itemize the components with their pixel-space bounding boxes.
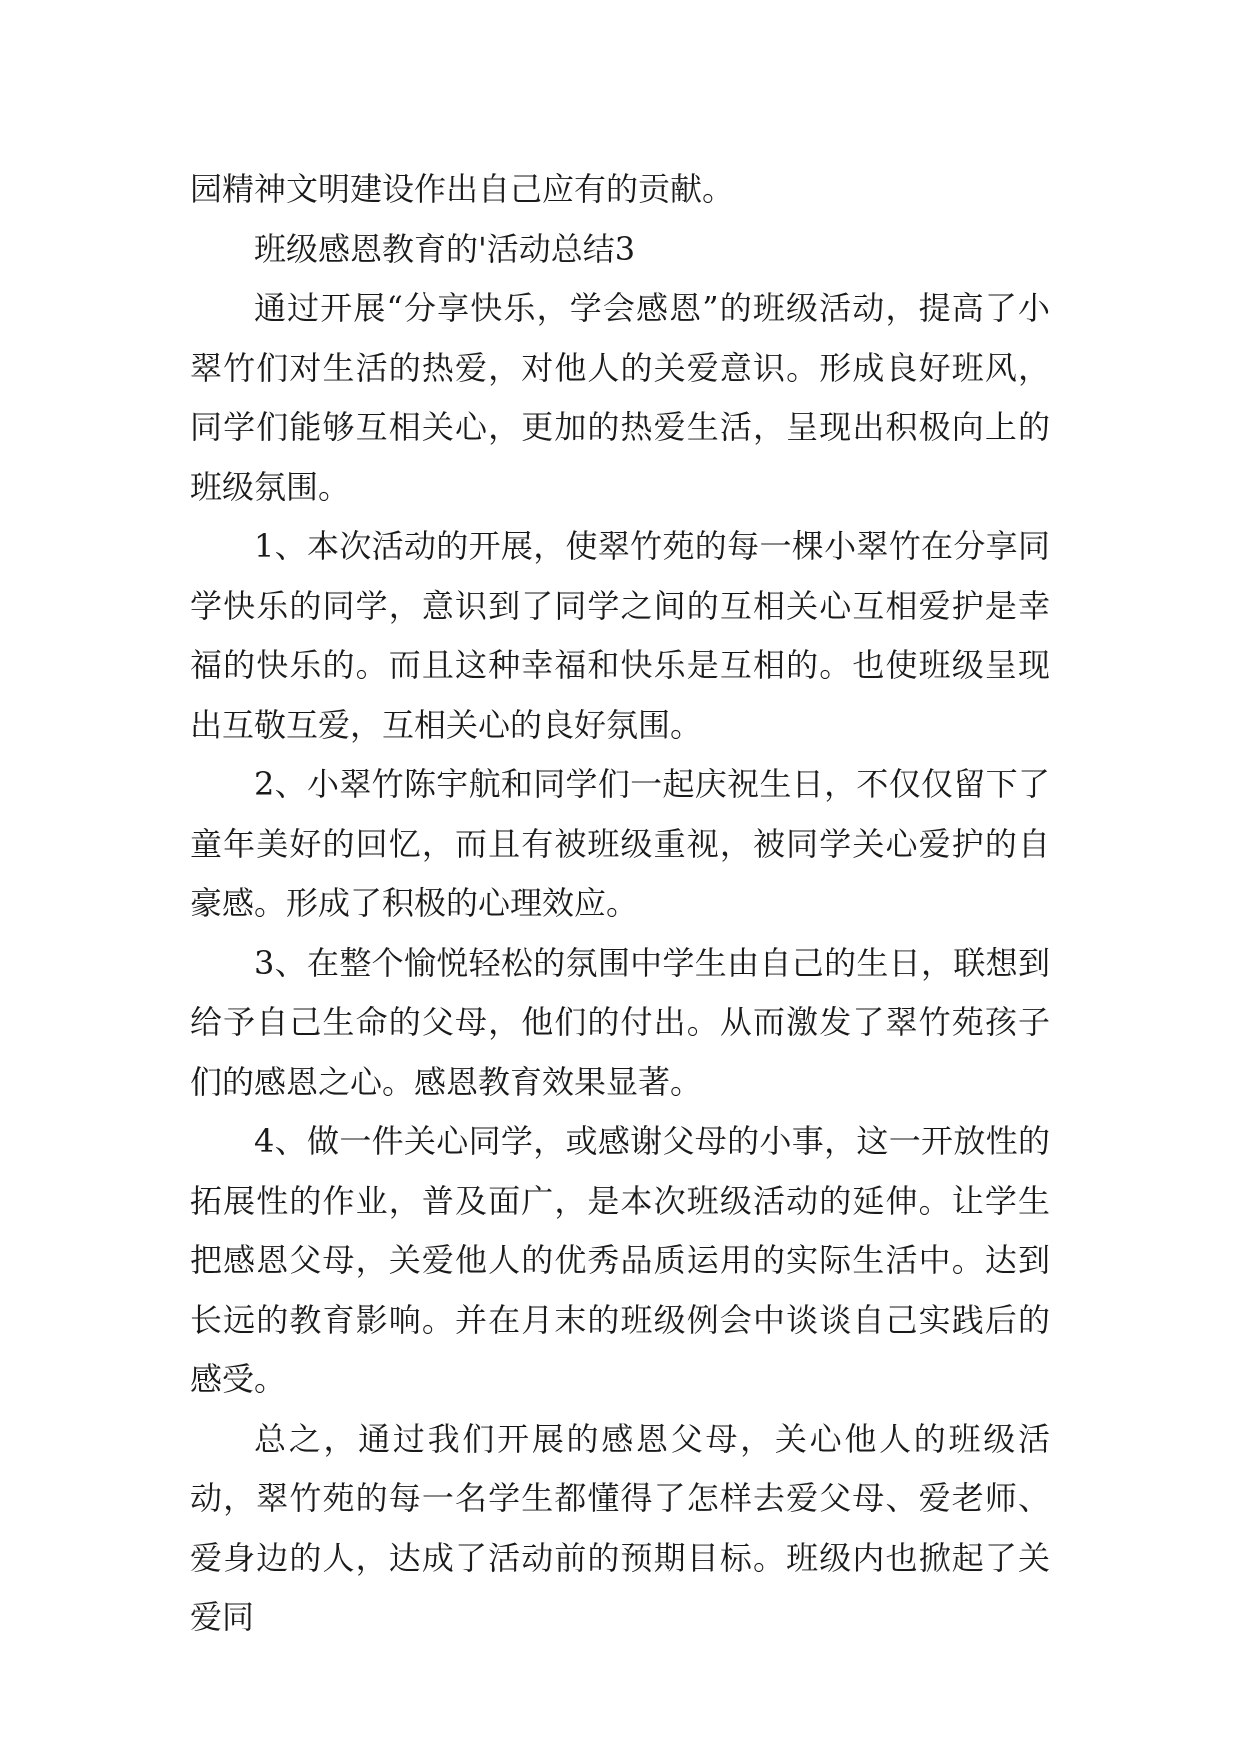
paragraph-continuation: 园精神文明建设作出自己应有的贡献。: [190, 170, 735, 208]
paragraph-point-4: 4、做一件关心同学，或感谢父母的小事，这一开放性的拓展性的作业，普及面广，是本次班级活动的延伸。让学生把感恩父母，关爱他人的优秀品质运用的实际生活中。达到长远的教育影响。并在月末的班级例会中谈谈自己实践后的感受。: [190, 1122, 1050, 1398]
paragraph-point-2: 2、小翠竹陈宇航和同学们一起庆祝生日，不仅仅留下了童年美好的回忆，而且有被班级重视，被同学关心爱护的自豪感。形成了积极的心理效应。: [190, 765, 1050, 922]
paragraph-point-3: 3、在整个愉悦轻松的氛围中学生由自己的生日，联想到给予自己生命的父母，他们的付出。从而激发了翠竹苑孩子们的感恩之心。感恩教育效果显著。: [190, 943, 1050, 1101]
paragraph-conclusion: 总之，通过我们开展的感恩父母，关心他人的班级活动，翠竹苑的每一名学生都懂得了怎样去爱父母、爱老师、爱身边的人，达成了活动前的预期目标。班级内也掀起了关爱同: [190, 1419, 1050, 1636]
section-heading: 班级感恩教育的'活动总结3: [254, 229, 636, 268]
paragraph-intro: 通过开展“分享快乐，学会感恩”的班级活动，提高了小翠竹们对生活的热爱，对他人的关爱意识。形成良好班风，同学们能够互相关心，更加的热爱生活，呈现出积极向上的班级氛围。: [190, 289, 1050, 506]
document-body: [190, 160, 1050, 1648]
paragraph-point-1: 1、本次活动的开展，使翠竹苑的每一棵小翠竹在分享同学快乐的同学，意识到了同学之间的互相关心互相爱护是幸福的快乐的。而且这种幸福和快乐是互相的。也使班级呈现出互敬互爱，互相关心的良好氛围。: [190, 527, 1050, 744]
